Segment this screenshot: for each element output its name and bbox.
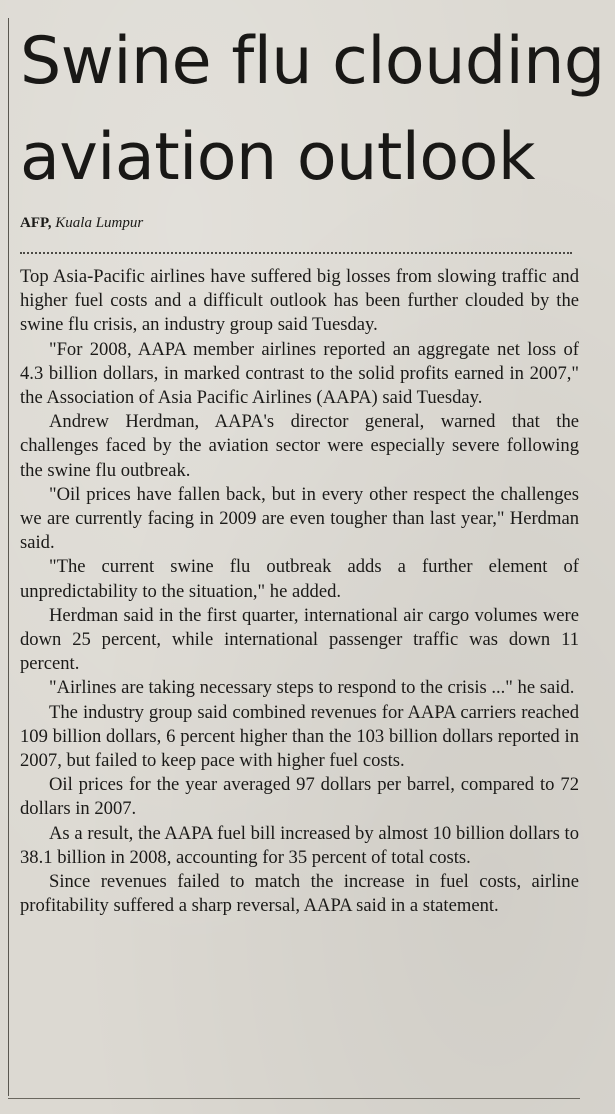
- article-paragraph: "Oil prices have fallen back, but in every other respect the challenges we are currently facing in 2009 are even tougher than last year," Herdman said.: [20, 483, 579, 554]
- article-paragraph: Oil prices for the year averaged 97 dollars per barrel, compared to 72 dollars in 2007.: [20, 774, 579, 820]
- article-paragraph: "Airlines are taking necessary steps to respond to the crisis ..." he said.: [49, 677, 575, 699]
- column-rule-bottom: [8, 1098, 580, 1099]
- article-paragraph: "The current swine flu outbreak adds a further element of unpredictability to the situation," he added.: [20, 556, 579, 602]
- headline-line-1: Swine flu clouding: [20, 24, 605, 99]
- article-paragraph: As a result, the AAPA fuel bill increased by almost 10 billion dollars to 38.1 billion in 2008, accounting for 35 percent of total costs.: [20, 822, 579, 868]
- byline-agency: AFP,: [20, 215, 52, 231]
- article-paragraph: Herdman said in the first quarter, international air cargo volumes were down 25 percent, while international passenger traffic was down 11 percent.: [20, 604, 579, 675]
- article-paragraph: Since revenues failed to match the increase in fuel costs, airline profitability suffered a sharp reversal, AAPA said in a statement.: [20, 871, 579, 917]
- article-paragraph: "For 2008, AAPA member airlines reported an aggregate net loss of 4.3 billion dollars, in marked contrast to the solid profits earned in 2007," the Association of Asia Pacific Airlines (AAPA) said Tuesday.: [20, 338, 579, 409]
- article-paragraph: Top Asia-Pacific airlines have suffered big losses from slowing traffic and higher fuel costs and a difficult outlook has been further clouded by the swine flu crisis, an industry group said Tuesday.: [20, 266, 579, 336]
- article-paragraph: Andrew Herdman, AAPA's director general, warned that the challenges faced by the aviation sector were especially severe following the swine flu outbreak.: [20, 411, 579, 481]
- column-rule-left: [8, 18, 9, 1096]
- byline-place: Kuala Lumpur: [55, 215, 144, 231]
- dotted-divider: [20, 252, 572, 254]
- byline: [20, 213, 143, 233]
- article-paragraph: The industry group said combined revenues for AAPA carriers reached 109 billion dollars, 6 percent higher than the 103 billion dollars reported in 2007, but failed to keep pace with higher fuel costs.: [20, 701, 579, 772]
- headline-line-2: aviation outlook: [20, 120, 536, 195]
- headline: [20, 14, 610, 206]
- article-body: [20, 265, 579, 918]
